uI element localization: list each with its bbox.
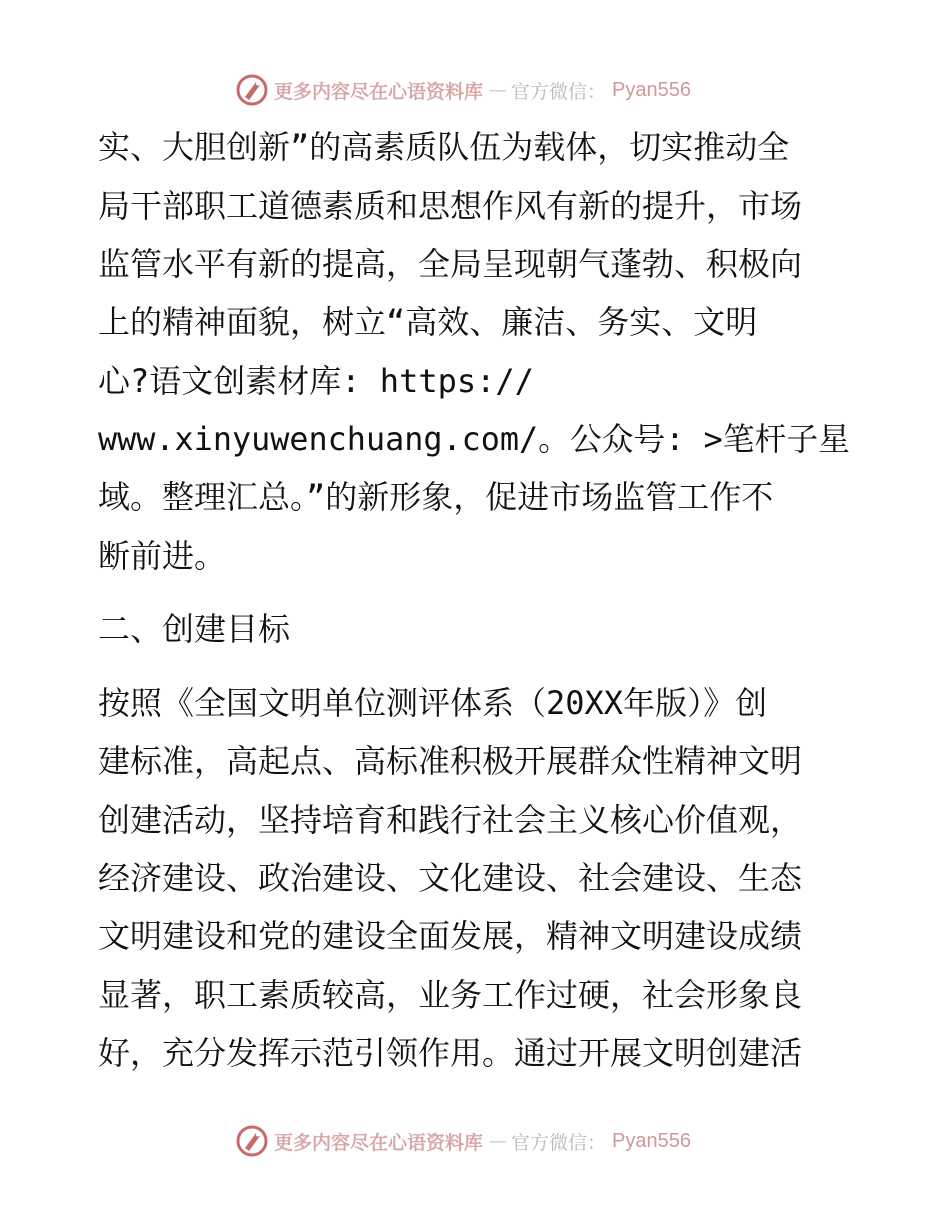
watermark-contact-id: Pyan556 <box>612 1129 691 1152</box>
watermark-separator: — <box>489 79 506 101</box>
body-text-line: 文明建设和党的建设全面发展，精神文明建设成绩 <box>98 917 803 955</box>
body-text-line: 建标准，高起点、高标准积极开展群众性精神文明 <box>98 742 803 780</box>
body-text-line: www.xinyuwenchuang.com/。公众号: >笔杆子星 <box>98 420 850 458</box>
body-text-line: 经济建设、政治建设、文化建设、社会建设、生态 <box>98 859 803 897</box>
body-text-line: 按照《全国文明单位测评体系（20XX年版）》创 <box>98 684 768 722</box>
watermark-brand: 更多内容尽在心语资料库 <box>274 1131 484 1154</box>
body-text-line: 上的精神面貌，树立“高效、廉洁、务实、文明 <box>98 303 758 341</box>
body-text-line: 心?语文创素材库: https:// <box>98 362 534 400</box>
watermark-contact-label: 官方微信： <box>511 80 607 103</box>
body-text-line: 监管水平有新的提高，全局呈现朝气蓬勃、积极向 <box>98 245 803 283</box>
pen-logo-icon <box>236 74 268 106</box>
body-text-line: 断前进。 <box>98 537 227 575</box>
body-text-line: 域。整理汇总。”的新形象，促进市场监管工作不 <box>98 478 774 516</box>
body-text-line: 局干部职工道德素质和思想作风有新的提升，市场 <box>98 187 803 225</box>
body-text-line: 显著，职工素质较高，业务工作过硬，社会形象良 <box>98 976 803 1014</box>
watermark-contact-label: 官方微信： <box>511 1131 607 1154</box>
watermark-contact-id: Pyan556 <box>612 78 691 101</box>
watermark-brand: 更多内容尽在心语资料库 <box>274 80 484 103</box>
body-text-line: 实、大胆创新”的高素质队伍为载体，切实推动全 <box>98 128 790 166</box>
watermark-header <box>236 72 716 108</box>
body-text-line: 好，充分发挥示范引领作用。通过开展文明创建活 <box>98 1034 803 1072</box>
section-heading: 二、创建目标 <box>98 610 291 648</box>
body-text-line: 创建活动，坚持培育和践行社会主义核心价值观， <box>98 801 803 839</box>
watermark-footer <box>236 1123 716 1159</box>
pen-logo-icon <box>236 1125 268 1157</box>
watermark-separator: — <box>489 1130 506 1152</box>
